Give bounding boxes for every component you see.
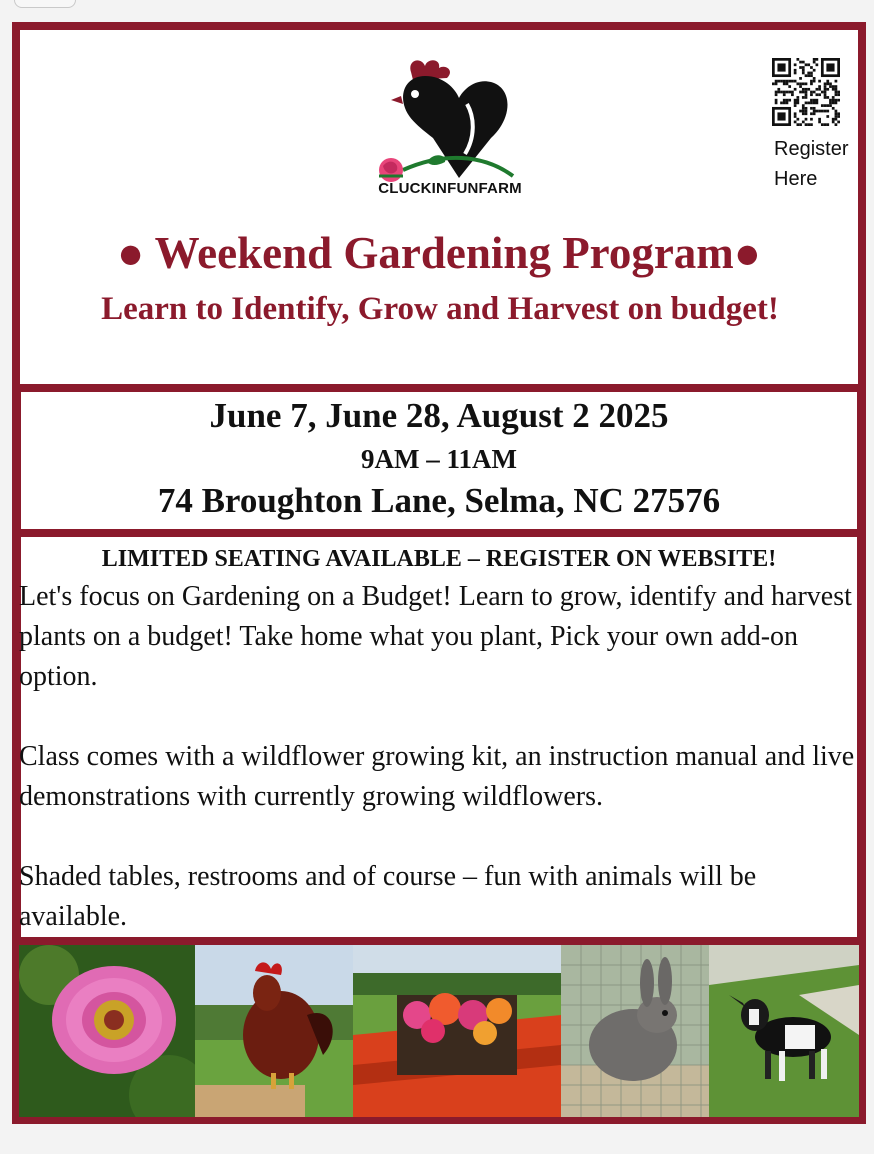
flyer <box>12 22 866 1124</box>
paragraph-budget: Let's focus on Gardening on a Budget! Learn to grow, identify and harvest plants on a budget! Take home what you plant, Pick your own add-on option. <box>19 581 852 692</box>
paragraph-class-kit: Class comes with a wildflower growing kit, an instruction manual and live demonstrations with currently growing wildflowers. <box>19 741 855 812</box>
qr-code-icon[interactable] <box>772 58 840 126</box>
goat-photo-icon <box>709 945 859 1117</box>
paragraph-amenities: Shaded tables, restrooms and of course – fun with animals will be available. <box>19 861 757 932</box>
title-text: Weekend Gardening Program <box>154 228 734 278</box>
register-here-label <box>774 134 858 194</box>
rooster-photo-icon <box>195 945 353 1117</box>
page-title <box>20 226 858 280</box>
browser-tab-button[interactable] <box>14 0 76 8</box>
zinnia-photo-icon <box>19 945 195 1117</box>
qr-label-line1: Register <box>774 138 849 160</box>
event-dates: June 7, June 28, August 2 2025 <box>209 396 669 435</box>
logo-text: CLUCKINFUNFARM <box>378 180 522 197</box>
event-address: 74 Broughton Lane, Selma, NC 27576 <box>157 481 721 520</box>
subtitle: Learn to Identify, Grow and Harvest on budget! <box>101 291 779 327</box>
rabbit-photo-icon <box>561 945 709 1117</box>
flower-basket-photo-icon <box>353 945 561 1117</box>
seating-notice: LIMITED SEATING AVAILABLE – REGISTER ON WEBSITE! <box>101 546 777 572</box>
details-panel <box>21 392 857 529</box>
header-panel <box>20 30 858 384</box>
event-time: 9AM – 11AM <box>361 444 517 474</box>
photo-strip <box>19 945 859 1117</box>
title-bullet-left: ● <box>117 228 145 278</box>
title-bullet-right: ● <box>733 228 761 278</box>
body-panel <box>21 537 857 937</box>
qr-label-line2: Here <box>774 168 818 190</box>
